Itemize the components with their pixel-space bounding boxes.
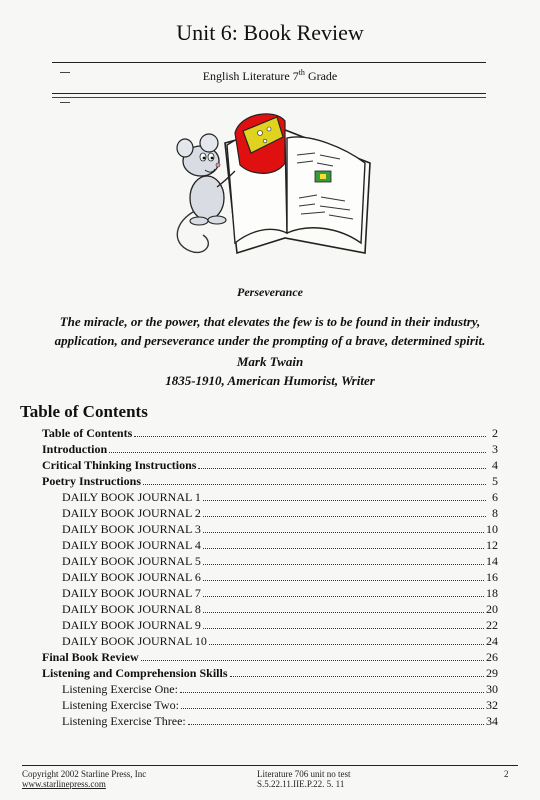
toc-leader-dots [203, 580, 484, 581]
toc-entry [42, 586, 498, 602]
page-subtitle [0, 68, 540, 84]
toc-entry-page: 30 [486, 682, 498, 696]
table-of-contents [42, 426, 498, 730]
quote-title: Perseverance [237, 285, 303, 299]
toc-entry [42, 618, 498, 634]
subtitle-text: English Literature 7 [202, 69, 299, 83]
toc-entry-page: 8 [492, 506, 498, 520]
toc-leader-dots [203, 628, 484, 629]
toc-entry-label: Listening Exercise One: [62, 682, 178, 696]
toc-entry-label: DAILY BOOK JOURNAL 10 [62, 634, 207, 648]
top-rule-1 [52, 62, 486, 63]
toc-entry-label: DAILY BOOK JOURNAL 3 [62, 522, 201, 536]
toc-leader-dots [203, 532, 484, 533]
quote-line-2: application, and perseverance under the prompting of a brave, determined spirit. [54, 333, 486, 348]
toc-entry-page: 22 [486, 618, 498, 632]
toc-leader-dots [180, 692, 484, 693]
subtitle-superscript: th [298, 68, 305, 77]
toc-entry-page: 10 [486, 522, 498, 536]
toc-entry [42, 650, 498, 666]
quote-line-1: The miracle, or the power, that elevates the few is to be found in their industry, [59, 314, 481, 329]
toc-entry-label: Listening Exercise Two: [62, 698, 179, 712]
toc-entry [42, 602, 498, 618]
toc-entry [42, 538, 498, 554]
toc-entry-label: DAILY BOOK JOURNAL 2 [62, 506, 201, 520]
toc-leader-dots [188, 724, 484, 725]
page-title: Unit 6: Book Review [176, 20, 364, 45]
footer-copyright: Copyright 2002 Starline Press, Inc [22, 769, 147, 779]
toc-entry [42, 442, 498, 458]
toc-leader-dots [143, 484, 486, 485]
toc-entry [42, 698, 498, 714]
footer-course: Literature 706 unit no test [257, 769, 351, 779]
toc-leader-dots [134, 436, 486, 437]
toc-entry-page: 6 [492, 490, 498, 504]
toc-leader-dots [141, 660, 484, 661]
toc-entry [42, 714, 498, 730]
toc-entry-page: 14 [486, 554, 498, 568]
toc-entry-page: 18 [486, 586, 498, 600]
toc-leader-dots [209, 644, 484, 645]
toc-entry-label: Table of Contents [42, 426, 133, 440]
footer-left [22, 769, 146, 789]
toc-entry [42, 490, 498, 506]
toc-entry-label: Final Book Review [42, 650, 139, 664]
subtitle-end: Grade [304, 69, 338, 83]
footer-code: S.5.22.11.IIE.P.22. 5. 11 [257, 779, 345, 789]
toc-entry-page: 24 [486, 634, 498, 648]
toc-entry-page: 5 [492, 474, 498, 488]
toc-entry-label: Introduction [42, 442, 108, 456]
toc-entry [42, 522, 498, 538]
footer-website-link[interactable]: www.starlinepress.com [22, 779, 106, 789]
footer-rule [22, 765, 518, 766]
toc-entry [42, 554, 498, 570]
toc-leader-dots [203, 612, 484, 613]
toc-leader-dots [109, 452, 486, 453]
toc-heading: Table of Contents [20, 402, 148, 421]
toc-entry [42, 682, 498, 698]
toc-leader-dots [203, 548, 484, 549]
footer-middle [257, 769, 350, 789]
toc-entry [42, 666, 498, 682]
quote-author-info: 1835-1910, American Humorist, Writer [165, 373, 375, 388]
toc-entry-page: 32 [486, 698, 498, 712]
toc-entry-page: 20 [486, 602, 498, 616]
toc-entry-label: Critical Thinking Instructions [42, 458, 197, 472]
toc-leader-dots [203, 596, 484, 597]
toc-entry [42, 474, 498, 490]
quote-text [20, 312, 520, 350]
quote-author: Mark Twain [236, 354, 304, 369]
toc-entry-label: DAILY BOOK JOURNAL 1 [62, 490, 201, 504]
toc-entry-page: 26 [486, 650, 498, 664]
toc-leader-dots [181, 708, 484, 709]
toc-entry-page: 3 [492, 442, 498, 456]
toc-entry-label: DAILY BOOK JOURNAL 8 [62, 602, 201, 616]
toc-entry [42, 570, 498, 586]
toc-entry [42, 458, 498, 474]
toc-entry [42, 634, 498, 650]
top-rule-2 [52, 93, 486, 94]
toc-entry-label: DAILY BOOK JOURNAL 4 [62, 538, 201, 552]
toc-leader-dots [203, 516, 486, 517]
toc-leader-dots [198, 468, 486, 469]
toc-entry-label: DAILY BOOK JOURNAL 9 [62, 618, 201, 632]
toc-entry-page: 34 [486, 714, 498, 728]
top-rule-3 [52, 97, 486, 98]
mouse-reading-book-icon [165, 103, 380, 261]
toc-leader-dots [203, 500, 486, 501]
toc-entry-page: 16 [486, 570, 498, 584]
toc-entry-label: DAILY BOOK JOURNAL 7 [62, 586, 201, 600]
toc-leader-dots [203, 564, 484, 565]
rule-tick-2 [60, 102, 70, 103]
toc-entry [42, 506, 498, 522]
toc-entry-label: Listening and Comprehension Skills [42, 666, 228, 680]
toc-entry-label: Listening Exercise Three: [62, 714, 186, 728]
toc-entry-label: Poetry Instructions [42, 474, 141, 488]
toc-entry-page: 29 [486, 666, 498, 680]
toc-entry-label: DAILY BOOK JOURNAL 5 [62, 554, 201, 568]
footer-page-number: 2 [504, 769, 509, 779]
toc-entry-page: 4 [492, 458, 498, 472]
toc-entry [42, 426, 498, 442]
toc-leader-dots [230, 676, 484, 677]
toc-entry-page: 2 [492, 426, 498, 440]
toc-entry-label: DAILY BOOK JOURNAL 6 [62, 570, 201, 584]
toc-entry-page: 12 [486, 538, 498, 552]
